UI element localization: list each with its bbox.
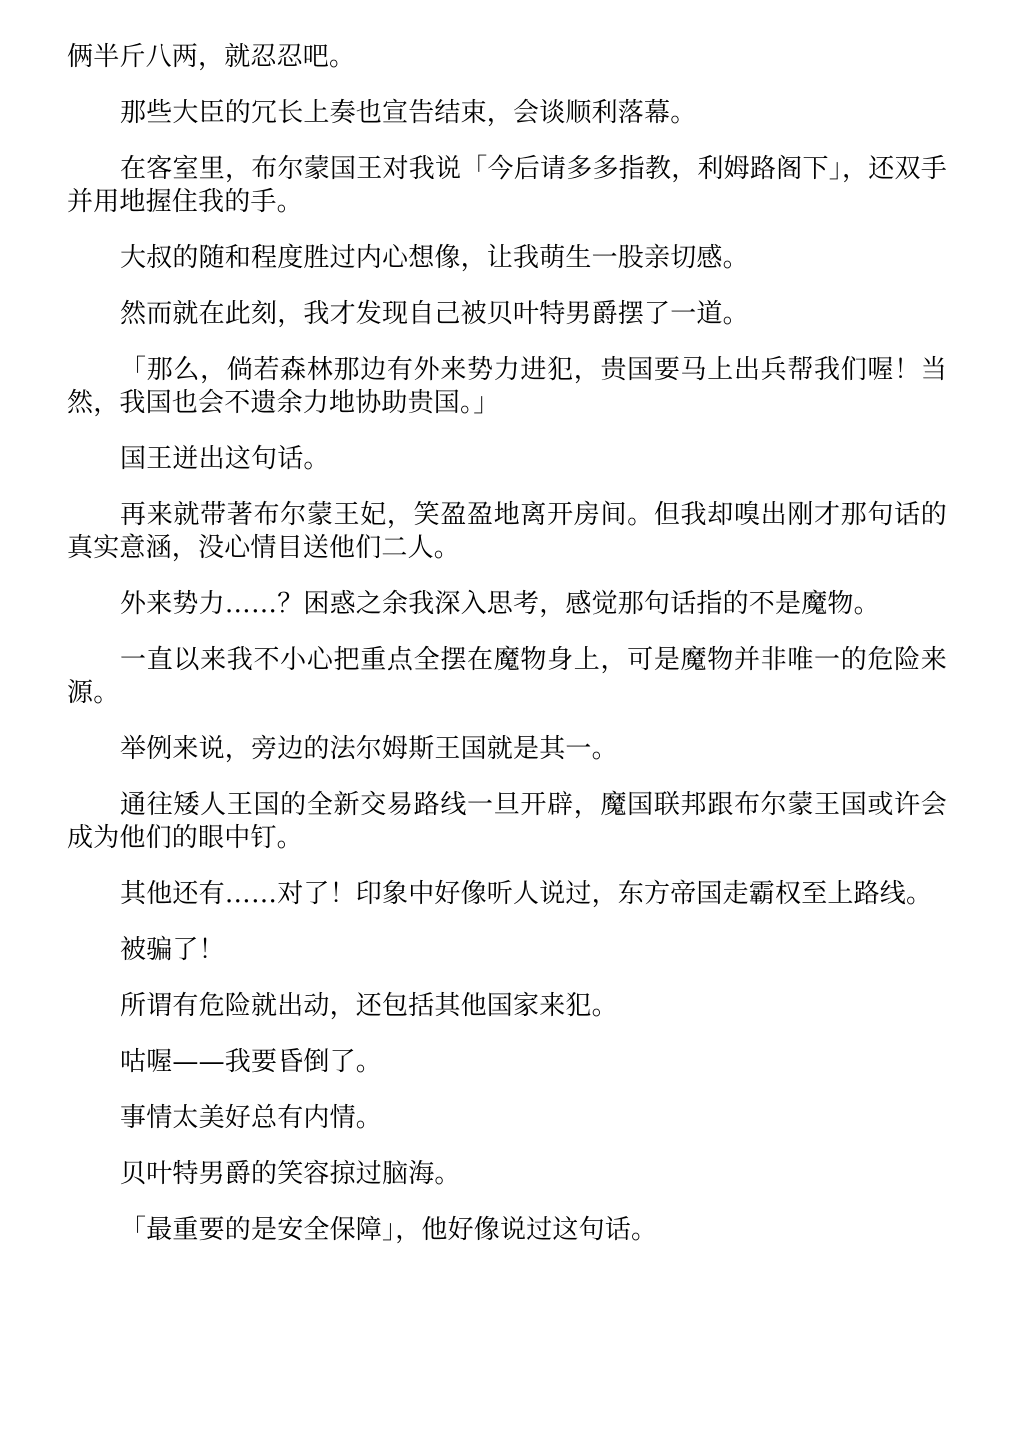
- paragraph: 其他还有……对了！印象中好像听人说过，东方帝国走霸权至上路线。: [120, 879, 933, 909]
- paragraph: 咕喔——我要昏倒了。: [120, 1047, 383, 1077]
- paragraph: 一直以来我不小心把重点全摆在魔物身上，可是魔物并非唯一的危险来源。: [67, 645, 947, 708]
- paragraph: 「最重要的是安全保障」，他好像说过这句话。: [120, 1215, 658, 1245]
- paragraph: 事情太美好总有内情。: [120, 1103, 383, 1133]
- paragraph: 再来就带著布尔蒙王妃，笑盈盈地离开房间。但我却嗅出刚才那句话的真实意涵，没心情目送他们二人。: [67, 500, 947, 563]
- paragraph: 通往矮人王国的全新交易路线一旦开辟，魔国联邦跟布尔蒙王国或许会成为他们的眼中钉。: [67, 790, 947, 853]
- paragraph: 在客室里，布尔蒙国王对我说「今后请多多指教，利姆路阁下」，还双手并用地握住我的手。: [67, 154, 947, 217]
- body-text: [67, 41, 947, 1270]
- paragraph: 「那么，倘若森林那边有外来势力进犯，贵国要马上出兵帮我们喔！当然，我国也会不遗余力地协助贵国。」: [67, 355, 947, 418]
- paragraph: 举例来说，旁边的法尔姆斯王国就是其一。: [120, 734, 618, 764]
- paragraph: 俩半斤八两，就忍忍吧。: [67, 42, 356, 72]
- paragraph: 被骗了！: [120, 935, 225, 965]
- paragraph: 大叔的随和程度胜过内心想像，让我萌生一股亲切感。: [120, 243, 749, 273]
- paragraph: 所谓有危险就出动，还包括其他国家来犯。: [120, 991, 618, 1021]
- paragraph: 国王迸出这句话。: [120, 444, 330, 474]
- paragraph: 贝叶特男爵的笑容掠过脑海。: [120, 1159, 461, 1189]
- paragraph: 外来势力……？困惑之余我深入思考，感觉那句话指的不是魔物。: [120, 589, 880, 619]
- paragraph: 然而就在此刻，我才发现自己被贝叶特男爵摆了一道。: [120, 299, 749, 329]
- paragraph: 那些大臣的冗长上奏也宣告结束，会谈顺利落幕。: [120, 98, 697, 128]
